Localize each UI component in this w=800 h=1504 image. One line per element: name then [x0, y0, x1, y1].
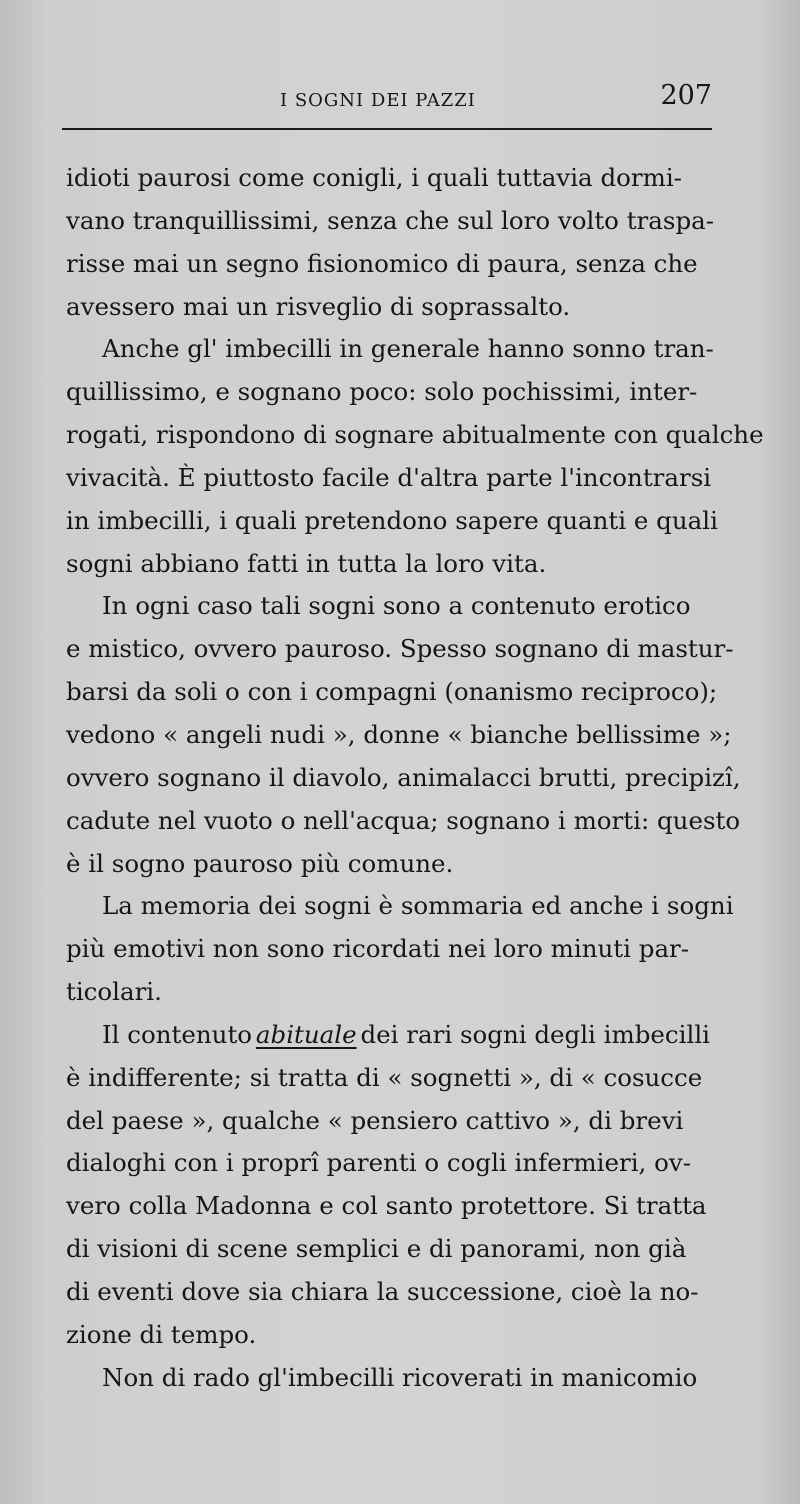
text-line: rogati, rispondono di sognare abitualmente con qualche	[66, 420, 764, 450]
text-line: sogni abbiano fatti in tutta la loro vita.	[66, 548, 547, 578]
text-line	[66, 1014, 710, 1057]
text-line: ovvero sognano il diavolo, animalacci brutti, precipizî,	[66, 762, 741, 792]
text-line: e mistico, ovvero pauroso. Spesso sognano di mastur-	[66, 634, 734, 664]
text-line: di eventi dove sia chiara la successione, cioè la no-	[66, 1276, 699, 1306]
text-line: La memoria dei sogni è sommaria ed anche i sogni	[102, 891, 734, 921]
text-line: barsi da soli o con i compagni (onanismo reciproco);	[66, 677, 718, 707]
body-text	[66, 157, 764, 1399]
running-title: I SOGNI DEI PAZZI	[280, 90, 476, 111]
text-line: più emotivi non sono ricordati nei loro minuti par-	[66, 934, 690, 964]
text-line: vero colla Madonna e col santo protettore. Si tratta	[66, 1191, 707, 1221]
emphasized-word: abituale	[255, 1019, 357, 1049]
text-segment: dei rari sogni degli imbecilli	[360, 1019, 710, 1049]
text-segment: Il contenuto	[102, 1019, 253, 1049]
text-line: zione di tempo.	[66, 1319, 257, 1349]
text-line: risse mai un segno fisionomico di paura, senza che	[66, 248, 698, 278]
text-line: ticolari.	[66, 977, 162, 1007]
text-line: quillissimo, e sognano poco: solo pochissimi, inter-	[66, 377, 698, 407]
text-line: è indifferente; si tratta di « sognetti », di « cosucce	[66, 1062, 703, 1092]
text-line: Anche gl' imbecilli in generale hanno sonno tran-	[102, 334, 714, 364]
header-rule	[62, 128, 712, 130]
text-line: di visioni di scene semplici e di panorami, non già	[66, 1234, 687, 1264]
text-line: idioti paurosi come conigli, i quali tuttavia dormi-	[66, 163, 682, 192]
text-line: del paese », qualche « pensiero cattivo », di brevi	[66, 1105, 684, 1135]
text-line: Non di rado gl'imbecilli ricoverati in manicomio	[102, 1362, 698, 1392]
text-line: dialoghi con i proprî parenti o cogli infermieri, ov-	[66, 1148, 691, 1178]
text-line: In ogni caso tali sogni sono a contenuto erotico	[102, 591, 691, 621]
text-line: avessero mai un risveglio di soprassalto.	[66, 291, 571, 321]
page-number: 207	[660, 80, 712, 111]
text-line: vivacità. È piuttosto facile d'altra parte l'incontrarsi	[66, 462, 712, 492]
text-line: vano tranquillissimi, senza che sul loro volto traspa-	[66, 205, 715, 235]
text-line: in imbecilli, i quali pretendono sapere quanti e quali	[66, 505, 718, 535]
page-header	[62, 80, 712, 120]
text-line: cadute nel vuoto o nell'acqua; sognano i morti: questo	[66, 805, 741, 835]
text-line: è il sogno pauroso più comune.	[66, 848, 454, 878]
text-line: vedono « angeli nudi », donne « bianche bellissime »;	[66, 719, 732, 749]
